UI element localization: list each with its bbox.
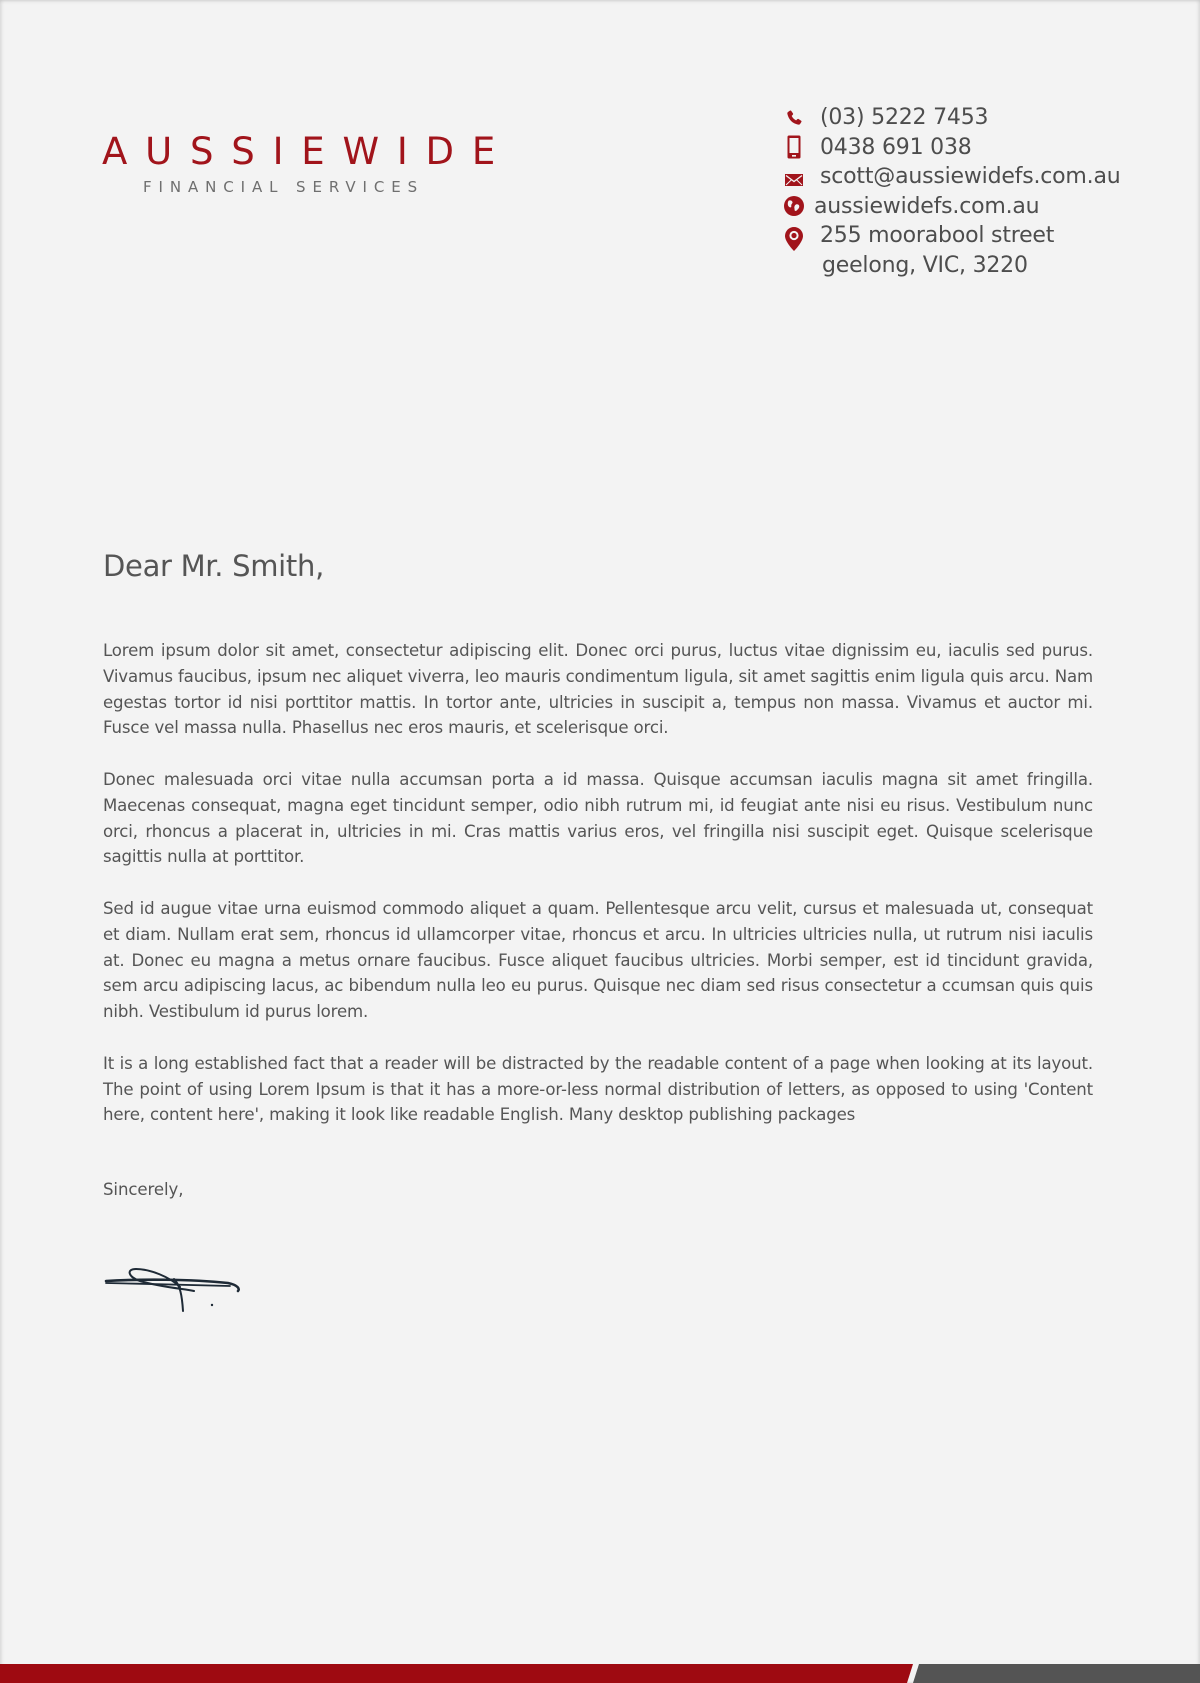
contact-address-line1: 255 moorabool street xyxy=(820,223,1055,249)
footer-gray-stripe xyxy=(911,1664,1200,1683)
logo-wordmark: AUSSIEWIDE xyxy=(102,130,514,173)
signature-image xyxy=(100,1255,250,1319)
contact-phone-text: (03) 5222 7453 xyxy=(820,105,989,131)
contact-phone xyxy=(782,103,1120,133)
footer-bar xyxy=(0,1664,1200,1683)
contact-website xyxy=(782,192,1120,222)
contact-mobile xyxy=(782,133,1120,163)
paragraph-3: Sed id augue vitae urna euismod commodo aliquet a quam. Pellentesque arcu velit, cursus et malesuada ut, consequat et diam. Nullam erat sem, rhoncus id ullamcorper vitae, rhoncus et arcu. In ultricies ultricies nulla, ut rutrum nisi iaculis at. Donec eu magna a metus ornare faucibus. Fusce aliquet faucibus ultricies. Morbi semper, est id tincidunt gravida, sem arcu adipiscing lacus, ac bibendum nulla leo eu purus. Quisque nec diam sed risus consectetur a ccumsan quis quis nibh. Vestibulum id purus lorem. xyxy=(103,898,1093,1022)
paragraph-2: Donec malesuada orci vitae nulla accumsan porta a id massa. Quisque accumsan iaculis magna sit amet fringilla. Maecenas consequat, magna eget tincidunt semper, odio nibh rutrum mi, id feugiat ante nisi eu risus. Vestibulum nunc orci, rhoncus a placerat in, ultricies in mi. Cras mattis varius eros, vel fringilla nisi suscipit eget. Quisque scelerisque sagittis nulla at porttitor. xyxy=(103,769,1093,867)
salutation: Dear Mr. Smith, xyxy=(103,549,324,583)
letter-body xyxy=(103,638,1093,1154)
location-pin-icon xyxy=(782,224,806,248)
closing: Sincerely, xyxy=(103,1180,184,1199)
company-logo xyxy=(102,130,514,196)
contact-email xyxy=(782,162,1120,192)
logo-tagline: FINANCIAL SERVICES xyxy=(143,178,424,196)
globe-icon xyxy=(782,194,806,218)
email-icon xyxy=(782,165,806,189)
mobile-icon xyxy=(782,135,806,159)
contact-mobile-text: 0438 691 038 xyxy=(820,134,972,160)
contact-website-text[interactable]: aussiewidefs.com.au xyxy=(814,193,1040,219)
contact-address-line2: geelong, VIC, 3220 xyxy=(822,252,1028,278)
paragraph-1: Lorem ipsum dolor sit amet, consectetur adipiscing elit. Donec orci purus, luctus vitae dignissim eu, iaculis sed purus. Vivamus faucibus, ipsum nec aliquet viverra, leo mauris condimentum ligula, sit amet sagittis enim ligula quis arcu. Nam egestas tortor id nisi porttitor mattis. In tortor ante, ultricies in suscipit a, tempus non massa. Vivamus et auctor mi. Fusce vel massa nulla. Phasellus nec eros mauris, et scelerisque orci. xyxy=(103,641,1093,738)
contact-address xyxy=(782,221,1120,251)
phone-icon xyxy=(782,106,806,130)
contact-email-text[interactable]: scott@aussiewidefs.com.au xyxy=(820,164,1121,190)
contact-block xyxy=(782,103,1120,280)
footer-red-stripe xyxy=(0,1664,913,1683)
paragraph-4: It is a long established fact that a reader will be distracted by the readable content of a page when looking at its layout. The point of using Lorem Ipsum is that it has a more-or-less normal distribution of letters, as opposed to using 'Content here, content here', making it look like readable English. Many desktop publishing packages xyxy=(103,1053,1093,1125)
